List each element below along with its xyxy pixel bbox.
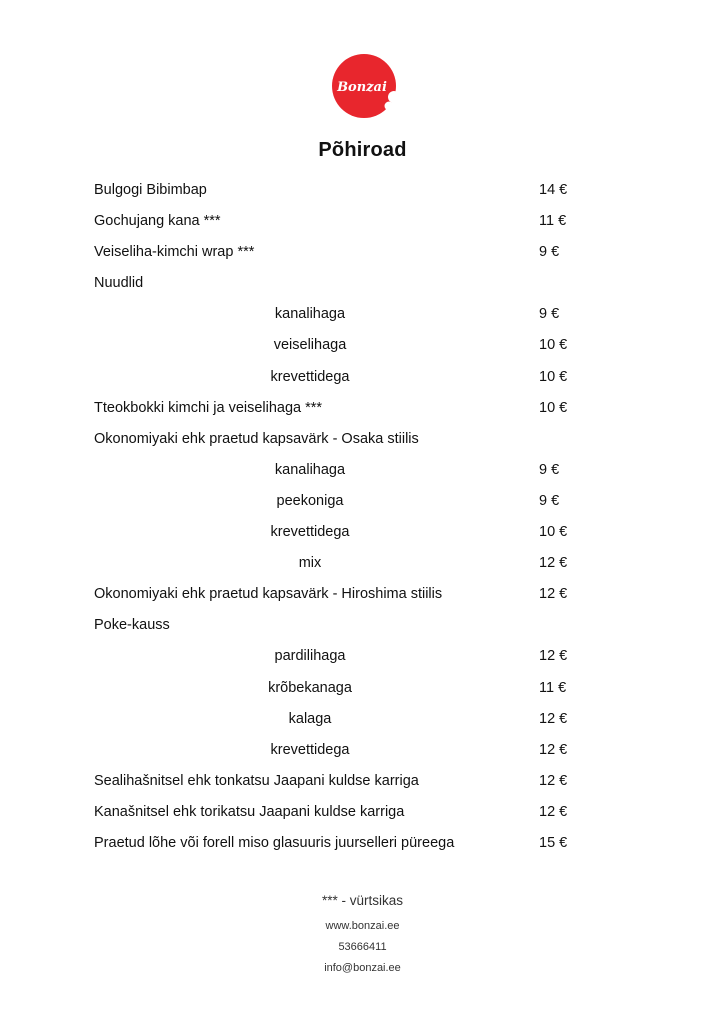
menu-subitem bbox=[0, 518, 725, 549]
menu-item-name: krevettidega bbox=[270, 368, 350, 385]
menu-item bbox=[0, 580, 725, 611]
menu-item-name: kanalihaga bbox=[274, 306, 346, 323]
email-link[interactable]: info@bonzai.ee bbox=[324, 962, 401, 974]
menu-subitem bbox=[0, 487, 725, 518]
menu-item-name: Tteokbokki kimchi ja veiselihaga *** bbox=[94, 399, 323, 416]
menu-item-name: Okonomiyaki ehk praetud kapsavärk - Hiroshima stiilis bbox=[94, 586, 443, 603]
menu-item-price: 10 € bbox=[539, 337, 568, 354]
phone-number: 53666411 bbox=[338, 941, 387, 953]
menu-item bbox=[0, 176, 725, 207]
menu-subitem bbox=[0, 642, 725, 673]
menu-item-name: Praetud lõhe või forell miso glasuuris juurselleri püreega bbox=[94, 834, 455, 851]
menu-item-price: 10 € bbox=[539, 368, 568, 385]
menu-item-price: 9 € bbox=[539, 461, 560, 478]
menu-item bbox=[0, 394, 725, 425]
menu-item bbox=[0, 207, 725, 238]
menu-item bbox=[0, 611, 725, 642]
menu-item-price: 11 € bbox=[539, 213, 567, 230]
menu-item-name: krevettidega bbox=[270, 741, 350, 758]
menu-item-price: 14 € bbox=[539, 182, 568, 198]
menu-subitem bbox=[0, 300, 725, 331]
menu-item-price: 12 € bbox=[539, 648, 568, 665]
menu-item-name: Kanašnitsel ehk torikatsu Jaapani kuldse karriga bbox=[94, 803, 405, 820]
menu-item-price: 10 € bbox=[539, 399, 568, 416]
spicy-legend: *** - vürtsikas bbox=[321, 893, 404, 908]
menu-item-name: Sealihašnitsel ehk tonkatsu Jaapani kuldse karriga bbox=[94, 772, 419, 789]
menu-item-price: 10 € bbox=[539, 524, 568, 541]
menu-subitem bbox=[0, 363, 725, 394]
menu-item-name: pardilihaga bbox=[274, 648, 346, 665]
menu-item-price: 9 € bbox=[539, 492, 560, 509]
bonzai-logo-mark bbox=[331, 53, 397, 119]
menu-item bbox=[0, 798, 725, 829]
menu-item-name: Bulgogi Bibimbap bbox=[94, 182, 207, 198]
menu-item-price: 12 € bbox=[539, 741, 568, 758]
menu-subitem bbox=[0, 549, 725, 580]
menu-item-price: 12 € bbox=[539, 710, 568, 727]
menu-item-price: 9 € bbox=[539, 306, 560, 323]
menu-list bbox=[0, 176, 725, 860]
menu-item-name: Nuudlid bbox=[94, 275, 144, 292]
menu-item-price: 15 € bbox=[539, 834, 568, 851]
menu-item-price: 12 € bbox=[539, 772, 568, 789]
menu-item-name: mix bbox=[298, 555, 322, 572]
menu-item bbox=[0, 425, 725, 456]
menu-item-name: Gochujang kana *** bbox=[94, 213, 221, 230]
menu-subitem bbox=[0, 705, 725, 736]
menu-item-name: peekoniga bbox=[276, 492, 344, 509]
menu-item-name: krevettidega bbox=[270, 524, 350, 541]
menu-item-price: 11 € bbox=[539, 679, 567, 696]
menu-item bbox=[0, 829, 725, 860]
menu-item-price: 12 € bbox=[539, 555, 568, 572]
menu-item-name: krõbekanaga bbox=[268, 679, 352, 696]
bonzai-logo bbox=[331, 53, 397, 119]
menu-subitem bbox=[0, 674, 725, 705]
menu-item-name: Poke-kauss bbox=[94, 617, 170, 634]
website-link[interactable]: www.bonzai.ee bbox=[325, 920, 400, 932]
menu-item-name: kanalihaga bbox=[274, 461, 346, 478]
menu-subitem bbox=[0, 331, 725, 362]
menu-item-name: Veiseliha-kimchi wrap *** bbox=[94, 244, 255, 261]
menu-item bbox=[0, 238, 725, 269]
menu-item-name: Okonomiyaki ehk praetud kapsavärk - Osaka stiilis bbox=[94, 430, 419, 447]
page-title: Põhiroad bbox=[318, 139, 407, 161]
menu-item bbox=[0, 269, 725, 300]
menu-subitem bbox=[0, 736, 725, 767]
menu-item-price: 12 € bbox=[539, 803, 568, 820]
menu-item-name: kalaga bbox=[288, 710, 332, 727]
menu-item-price: 9 € bbox=[539, 244, 560, 261]
menu-item-name: veiselihaga bbox=[273, 337, 347, 354]
menu-subitem bbox=[0, 456, 725, 487]
menu-item bbox=[0, 767, 725, 798]
menu-item-price: 12 € bbox=[539, 586, 568, 603]
logo-text: Bonzai bbox=[337, 80, 387, 95]
